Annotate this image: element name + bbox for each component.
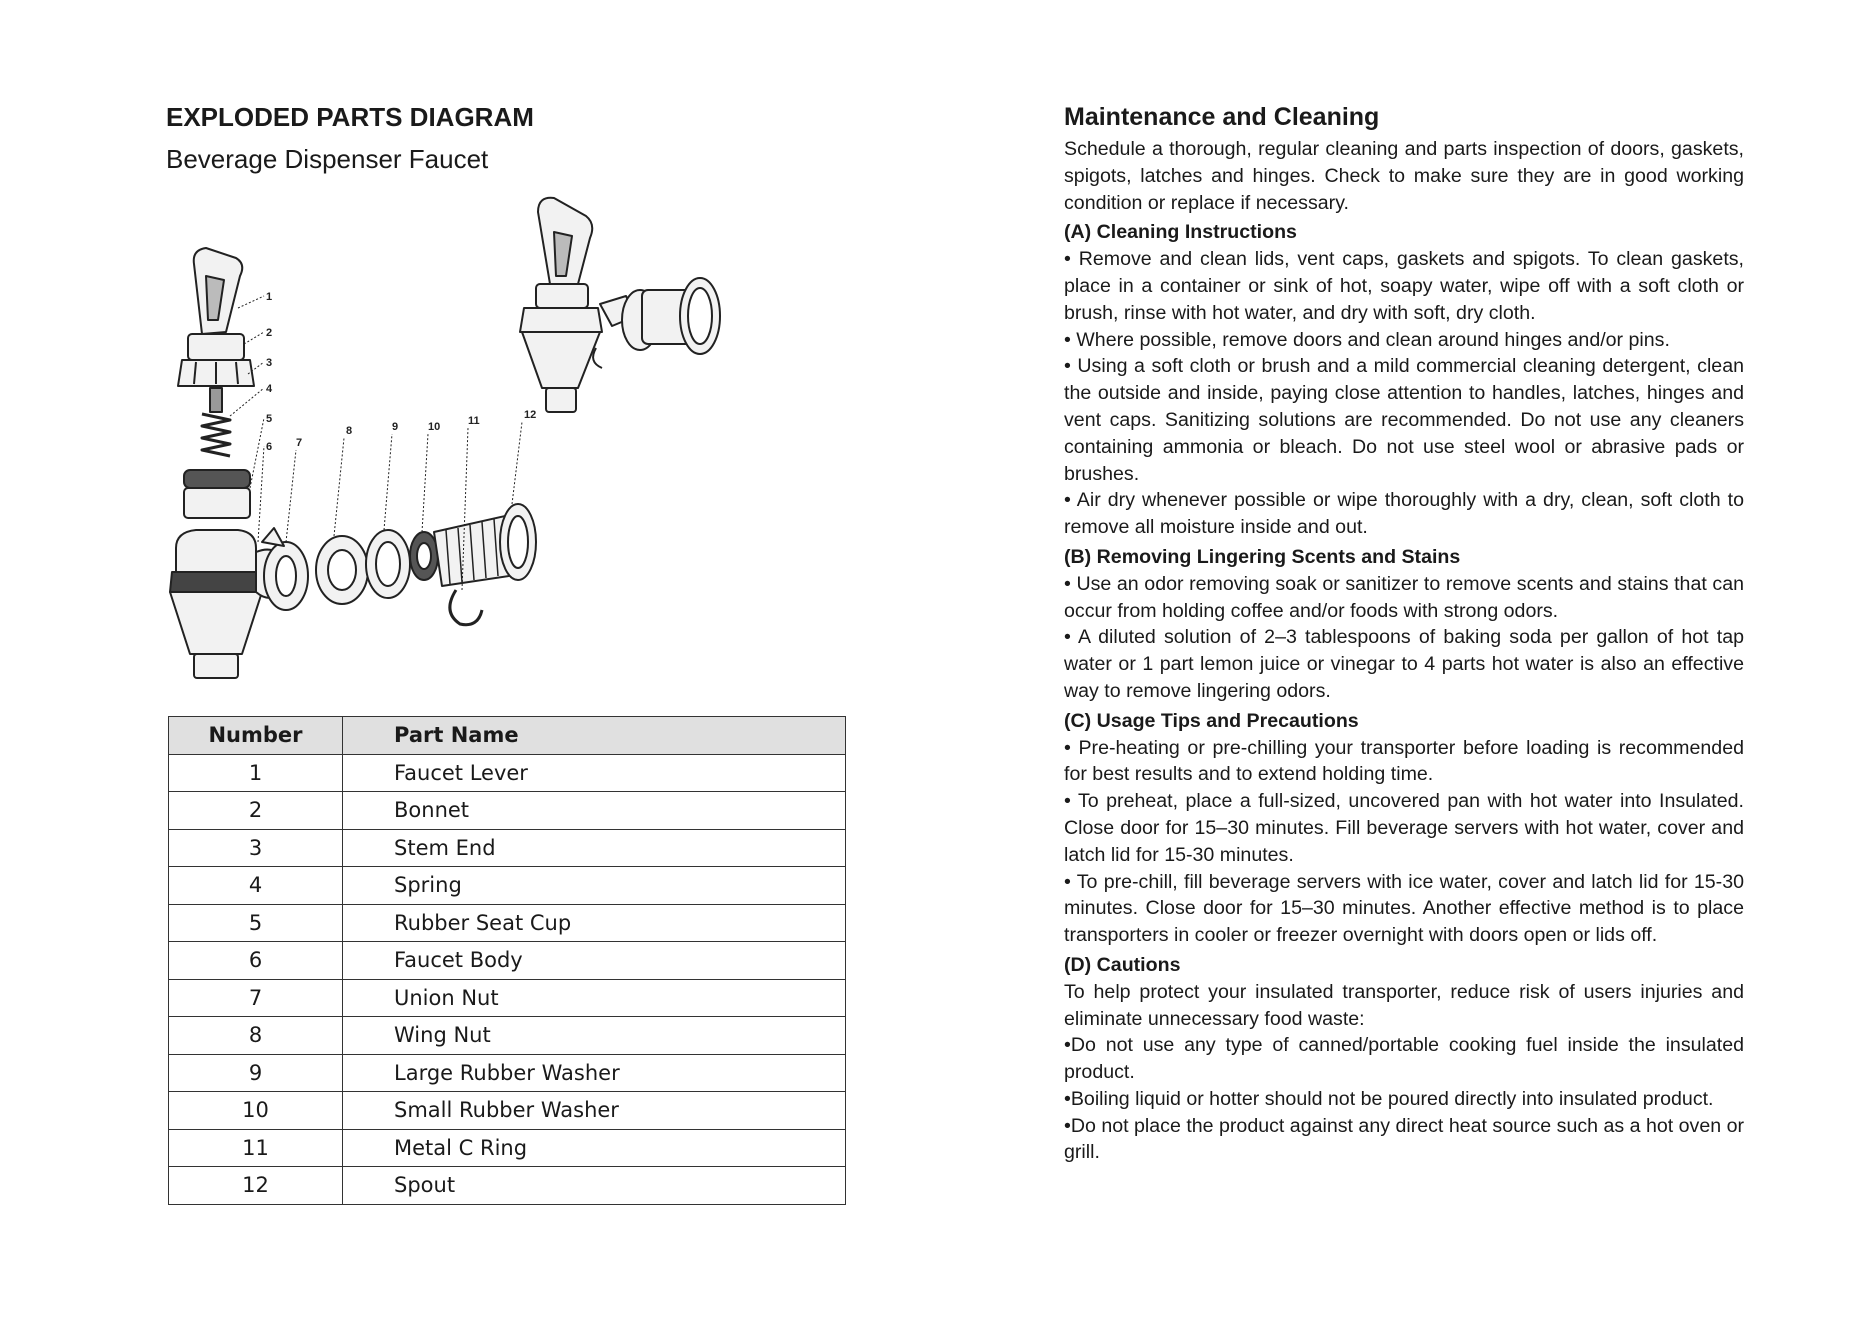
section-heading: (B) Removing Lingering Scents and Stains [1064,545,1461,568]
table-row [169,1017,846,1055]
part-number: 12 [169,1167,343,1205]
callout-11: 11 [468,415,480,427]
part-number: 4 [169,867,343,905]
part-number: 1 [169,754,343,792]
callout-4: 4 [266,383,273,395]
section-heading: (D) Cautions [1064,953,1181,976]
callout-7: 7 [296,437,303,449]
part-name: Faucet Lever [343,754,846,792]
section-paragraph: • To preheat, place a full-sized, uncovered pan with hot water into Insulated. Close door for 15–30 minutes. Fill beverage servers with hot water, cover and latch lid for 15-30 minutes. [1064,790,1744,866]
table-row [169,829,846,867]
part-name: Rubber Seat Cup [343,904,846,942]
part-number: 2 [169,792,343,830]
section-paragraph: • Pre-heating or pre-chilling your transporter before loading is recommended for best results and to extend holding time. [1064,736,1744,786]
part-number: 11 [169,1129,343,1167]
small-rubber-washer-drawing [410,532,438,580]
table-row [169,754,846,792]
part-name: Spring [343,867,846,905]
part-number: 10 [169,1092,343,1130]
maintenance-title: Maintenance and Cleaning [1064,103,1380,131]
header-part-name: Part Name [343,717,846,755]
part-name: Union Nut [343,979,846,1017]
callout-12: 12 [524,409,537,421]
callout-6: 6 [266,441,273,453]
part-name: Metal C Ring [343,1129,846,1167]
table-row [169,1054,846,1092]
part-name: Stem End [343,829,846,867]
callout-9: 9 [392,421,399,433]
part-name: Wing Nut [343,1017,846,1055]
part-name: Small Rubber Washer [343,1092,846,1130]
assembled-faucet-drawing [520,198,720,412]
table-row [169,1167,846,1205]
section-paragraph: •Boiling liquid or hotter should not be poured directly into insulated product. [1064,1087,1714,1110]
callout-10: 10 [428,421,441,433]
part-number: 5 [169,904,343,942]
left-column [166,100,846,1198]
right-column [1064,100,1744,1166]
bonnet-drawing [178,334,254,386]
section-paragraph: • A diluted solution of 2–3 tablespoons of baking soda per gallon of hot tap water or 1 part lemon juice or vinegar to 4 parts hot water is also an effective way to remove lingering odors. [1064,626,1744,702]
callout-5: 5 [266,413,273,425]
callout-8: 8 [346,425,353,437]
exploded-parts-diagram [166,192,766,682]
table-row [169,867,846,905]
maintenance-intro: Schedule a thorough, regular cleaning and parts inspection of doors, gaskets, spigots, latches and hinges. Check to make sure they are in good working condition or replace if necessary. [1064,138,1744,214]
section-paragraph: • To pre-chill, fill beverage servers with ice water, cover and latch lid for 15-30 minutes. Close door for 15–30 minutes. Another effective method is to place transporters in cooler or freezer overnight with doors open or lids off. [1064,870,1744,947]
part-name: Faucet Body [343,942,846,980]
section-paragraph: •Do not place the product against any direct heat source such as a hot oven or grill. [1064,1114,1744,1164]
section-paragraph: • Remove and clean lids, vent caps, gaskets and spigots. To clean gaskets, place in a container or sink of hot, soapy water, wipe off with a soft cloth or brush, rinse with hot water, and dry with soft, dry cloth. [1064,248,1744,324]
maintenance-sections [1064,219,1744,1166]
faucet-diagram-svg [166,192,766,682]
part-name: Large Rubber Washer [343,1054,846,1092]
section-paragraph: • Air dry whenever possible or wipe thoroughly with a dry, clean, soft cloth to remove all moisture inside and out. [1064,489,1744,539]
rubber-seat-cup-drawing [184,470,250,518]
page-title: EXPLODED PARTS DIAGRAM [166,102,534,132]
part-name: Bonnet [343,792,846,830]
table-row [169,792,846,830]
parts-table [168,716,846,1205]
metal-c-ring-drawing [450,590,482,625]
wing-nut-drawing [316,536,368,604]
section-paragraph: • Using a soft cloth or brush and a mild commercial cleaning detergent, clean the outside and inside, paying close attention to handles, latches, hinges and vent caps. Sanitizing solutions are recommended. Do not use any cleaners containing ammonia or bleach. Do not use steel wool or abrasive pads or brushes. [1064,355,1744,485]
section-heading: (A) Cleaning Instructions [1064,221,1297,244]
part-name: Spout [343,1167,846,1205]
section-paragraph: • Use an odor removing soak or sanitizer to remove scents and stains that can occur from holding coffee and/or foods with strong odors. [1064,572,1744,622]
table-row [169,942,846,980]
table-row [169,1129,846,1167]
callout-1: 1 [266,291,273,303]
part-number: 8 [169,1017,343,1055]
table-row [169,979,846,1017]
spring-drawing [202,388,230,456]
part-number: 3 [169,829,343,867]
section-paragraph: •Do not use any type of canned/portable cooking fuel inside the insulated product. [1064,1034,1744,1084]
callout-2: 2 [266,327,273,339]
union-nut-drawing [262,528,308,610]
parts-table-header [169,717,846,755]
section-paragraph: • Where possible, remove doors and clean around hinges and/or pins. [1064,328,1670,351]
large-rubber-washer-drawing [366,530,410,598]
part-number: 6 [169,942,343,980]
table-row [169,904,846,942]
faucet-lever-drawing [194,248,243,334]
section-paragraph: To help protect your insulated transporter, reduce risk of users injuries and eliminate unnecessary food waste: [1064,980,1744,1030]
faucet-body-drawing [170,530,284,678]
page-subtitle: Beverage Dispenser Faucet [166,144,489,174]
part-number: 7 [169,979,343,1017]
section-heading: (C) Usage Tips and Precautions [1064,709,1359,732]
spout-drawing [434,504,536,586]
part-number: 9 [169,1054,343,1092]
header-number: Number [169,717,343,755]
callout-3: 3 [266,357,273,369]
table-row [169,1092,846,1130]
